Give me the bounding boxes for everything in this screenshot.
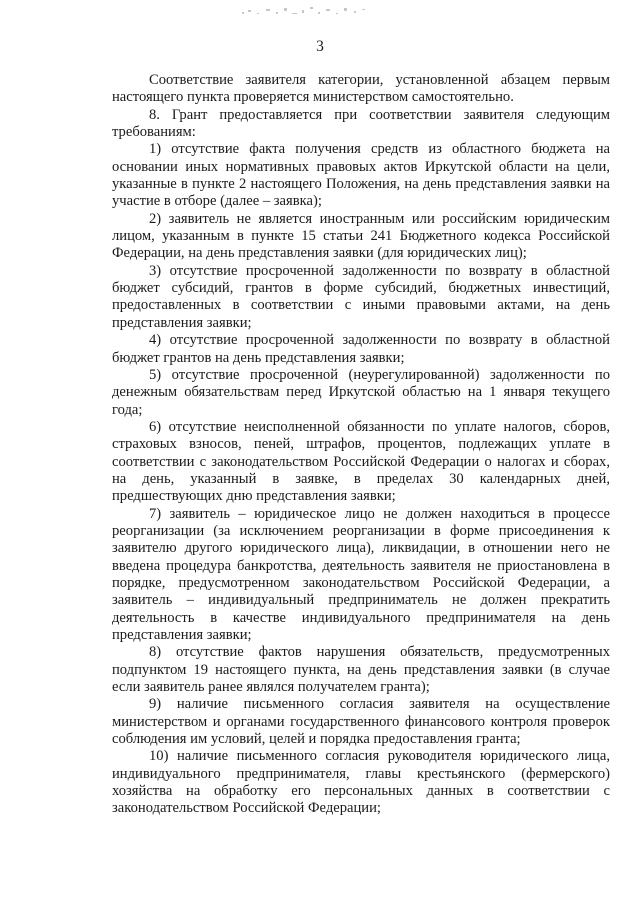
requirement-8: 8) отсутствие фактов нарушения обязательств, предусмотренных подпунктом 19 настоящего пункта, на день представления заявки (в случае если заявитель ранее являлся получателем гранта); bbox=[112, 644, 610, 696]
requirement-9: 9) наличие письменного согласия заявителя на осуществление министерством и органами государственного финансового контроля проверок соблюдения им условий, целей и порядка предоставления гранта; bbox=[112, 696, 610, 748]
page-number: 3 bbox=[316, 38, 324, 55]
requirement-5: 5) отсутствие просроченной (неурегулированной) задолженности по денежным обязательствам перед Иркутской областью на 1 января текущего года; bbox=[112, 366, 610, 418]
requirement-1: 1) отсутствие факта получения средств из областного бюджета на основании иных нормативных правовых актов Иркутской области на цели, указанные в пункте 2 настоящего Положения, на день представления заявки на участие в отборе (далее – заявка); bbox=[112, 141, 610, 210]
requirement-4: 4) отсутствие просроченной задолженности по возврату в областной бюджет грантов на день представления заявки; bbox=[112, 332, 610, 366]
requirement-3: 3) отсутствие просроченной задолженности по возврату в областной бюджет субсидий, грантов в форме субсидий, бюджетных инвестиций, предоставленных в соответствии с иными правовыми актами, на день представления заявки; bbox=[112, 262, 610, 331]
requirement-10: 10) наличие письменного согласия руководителя юридического лица, индивидуального предпринимателя, главы крестьянского (фермерского) хозяйства на обработку его персональных данных в соответствии с законодательством Российской Федерации; bbox=[112, 748, 610, 817]
scan-artifact-mark bbox=[232, 4, 382, 22]
requirement-2: 2) заявитель не является иностранным или российским юридическим лицом, указанным в пункте 15 статьи 241 Бюджетного кодекса Российской Федерации, на день представления заявки (для юридических лиц); bbox=[112, 210, 610, 262]
paragraph-item-8-requirements: 8. Грант предоставляется при соответствии заявителя следующим требованиям: bbox=[112, 106, 610, 141]
requirement-6: 6) отсутствие неисполненной обязанности по уплате налогов, сборов, страховых взносов, пеней, штрафов, процентов, подлежащих уплате в соответствии с законодательством Российской Федерации о налогах и сборах, на день, указанный в заявке, в пределах 30 календарных дней, предшествующих дню представления заявки; bbox=[112, 418, 610, 505]
requirement-7: 7) заявитель – юридическое лицо не должен находиться в процессе реорганизации (за исключением реорганизации в форме присоединения к заявителю другого юридического лица), ликвидации, в отношении него не введена процедура банкротства, деятельность заявителя не приостановлена в порядке, предусмотренном законодательством Российской Федерации, а заявитель – индивидуальный предприниматель не должен прекратить деятельность в качестве индивидуального предпринимателя на день представления заявки; bbox=[112, 505, 610, 643]
document-body bbox=[112, 72, 610, 818]
paragraph-category-check: Соответствие заявителя категории, установленной абзацем первым настоящего пункта проверяется министерством самостоятельно. bbox=[112, 72, 610, 106]
